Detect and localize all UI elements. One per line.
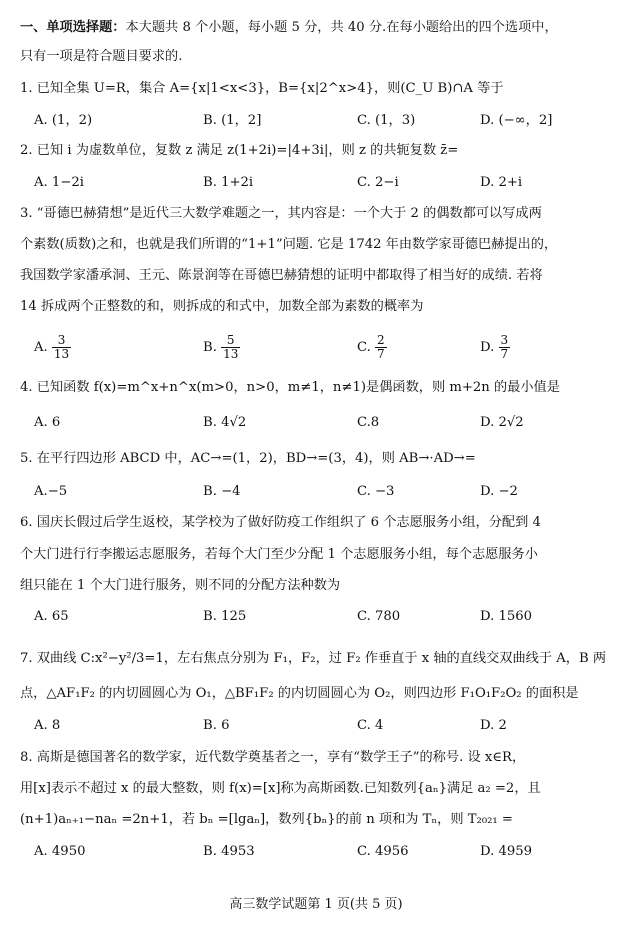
section-intro-line-2: 只有一项是符合题目要求的. xyxy=(20,49,183,64)
q3-option-c-label: C. xyxy=(357,340,371,355)
fraction-numerator: 3 xyxy=(500,333,509,347)
q4-option-c[interactable]: C.8 xyxy=(357,415,380,430)
q5-option-b[interactable]: B. −4 xyxy=(203,484,241,499)
q3-option-b[interactable] xyxy=(203,334,240,361)
q6-option-b[interactable]: B. 125 xyxy=(203,609,247,624)
fraction-numerator: 5 xyxy=(221,334,240,348)
question-6-line-1: 6. 国庆长假过后学生返校，某学校为了做好防疫工作组织了 6 个志愿服务小组，分配到 4 xyxy=(20,515,541,530)
q8-option-b[interactable]: B. 4953 xyxy=(203,844,255,859)
q2-option-b[interactable]: B. 1+2i xyxy=(203,175,254,190)
q5-option-d[interactable]: D. −2 xyxy=(480,484,518,499)
q1-option-c[interactable]: C. (1，3) xyxy=(357,113,416,128)
q3-option-d-fraction xyxy=(499,334,511,361)
section-heading: 一、单项选择题： xyxy=(20,20,126,35)
question-7-line-1: 7. 双曲线 C:x²−y²/3=1，左右焦点分别为 F₁，F₂，过 F₂ 作垂直于 x 轴的直线交双曲线于 A，B 两 xyxy=(20,651,607,666)
section-intro-line-1 xyxy=(20,19,622,37)
q3-option-d[interactable] xyxy=(480,334,510,361)
q3-option-c[interactable] xyxy=(357,334,387,361)
q8-option-c[interactable]: C. 4956 xyxy=(357,844,409,859)
q7-option-b[interactable]: B. 6 xyxy=(203,718,230,733)
question-3-line-3: 我国数学家潘承洞、王元、陈景润等在哥德巴赫猜想的证明中都取得了相当好的成绩. 若将 xyxy=(20,268,543,283)
fraction-denominator: 7 xyxy=(500,347,509,361)
q3-option-c-fraction xyxy=(375,334,387,361)
q2-option-a[interactable]: A. 1−2i xyxy=(34,175,84,190)
q4-option-d[interactable]: D. 2√2 xyxy=(480,415,524,430)
q1-option-a[interactable]: A. (1，2) xyxy=(34,113,93,128)
question-1-text: 1. 已知全集 U=R，集合 A={x|1<x<3}，B={x|2^x>4}，则(C_U B)∩A 等于 xyxy=(20,81,504,96)
question-3-line-4: 14 拆成两个正整数的和，则拆成的和式中，加数全部为素数的概率为 xyxy=(20,299,424,314)
fraction-numerator: 3 xyxy=(52,334,71,348)
q3-option-b-fraction xyxy=(221,334,240,361)
question-8-line-1: 8. 高斯是德国著名的数学家，近代数学奠基者之一，享有“数学王子”的称号. 设 x∈R， xyxy=(20,750,526,765)
question-4-text: 4. 已知函数 f(x)=m^x+n^x(m>0，n>0，m≠1，n≠1)是偶函数，则 m+2n 的最小值是 xyxy=(20,380,560,395)
q7-option-a[interactable]: A. 8 xyxy=(34,718,61,733)
page-footer: 高三数学试题第 1 页(共 5 页) xyxy=(229,897,403,912)
q5-option-c[interactable]: C. −3 xyxy=(357,484,395,499)
q2-option-d[interactable]: D. 2+i xyxy=(480,175,523,190)
question-8-line-3: (n+1)aₙ₊₁−naₙ =2n+1，若 bₙ =[lgaₙ]，数列{bₙ}的前 n 项和为 Tₙ，则 T₂₀₂₁ = xyxy=(20,812,513,827)
section-intro-1: 本大题共 8 个小题，每小题 5 分，共 40 分.在每小题给出的四个选项中， xyxy=(125,20,558,35)
q7-option-c[interactable]: C. 4 xyxy=(357,718,384,733)
question-2-text: 2. 已知 i 为虚数单位，复数 z 满足 z(1+2i)=|4+3i|，则 z 的共轭复数 z̄= xyxy=(20,143,459,158)
question-6-line-2: 个大门进行行李搬运志愿服务，若每个大门至少分配 1 个志愿服务小组，每个志愿服务小 xyxy=(20,547,538,562)
question-7-line-2: 点，△AF₁F₂ 的内切圆圆心为 O₁，△BF₁F₂ 的内切圆圆心为 O₂，则四边形 F₁O₁F₂O₂ 的面积是 xyxy=(20,686,579,701)
q6-option-d[interactable]: D. 1560 xyxy=(480,609,533,624)
q3-option-d-label: D. xyxy=(480,340,495,355)
q8-option-d[interactable]: D. 4959 xyxy=(480,844,533,859)
q3-option-b-label: B. xyxy=(203,340,217,355)
q3-option-a-fraction xyxy=(52,334,71,361)
question-5-text: 5. 在平行四边形 ABCD 中，AC→=(1，2)，BD→=(3，4)，则 AB→·AD→= xyxy=(20,451,476,466)
q7-option-d[interactable]: D. 2 xyxy=(480,718,507,733)
question-3-line-2: 个素数(质数)之和，也就是我们所谓的“1+1”问题. 它是 1742 年由数学家哥德巴赫提出的， xyxy=(20,237,558,252)
q3-option-a-label: A. xyxy=(34,340,48,355)
fraction-denominator: 13 xyxy=(223,347,239,361)
q2-option-c[interactable]: C. 2−i xyxy=(357,175,399,190)
fraction-denominator: 7 xyxy=(377,347,385,361)
fraction-numerator: 2 xyxy=(377,333,385,347)
question-8-line-2: 用[x]表示不超过 x 的最大整数，则 f(x)=[x]称为高斯函数.已知数列{aₙ}满足 a₂ =2，且 xyxy=(20,781,541,796)
q4-option-b[interactable]: B. 4√2 xyxy=(203,415,247,430)
q6-option-a[interactable]: A. 65 xyxy=(34,609,69,624)
question-6-line-3: 组只能在 1 个大门进行服务，则不同的分配方法种数为 xyxy=(20,578,341,593)
q4-option-a[interactable]: A. 6 xyxy=(34,415,61,430)
q6-option-c[interactable]: C. 780 xyxy=(357,609,401,624)
q3-option-a[interactable] xyxy=(34,334,71,361)
q8-option-a[interactable]: A. 4950 xyxy=(34,844,86,859)
q5-option-a[interactable]: A.−5 xyxy=(34,484,68,499)
q1-option-b[interactable]: B. (1，2] xyxy=(203,113,262,128)
fraction-denominator: 13 xyxy=(53,347,70,361)
q1-option-d[interactable]: D. (−∞，2] xyxy=(480,113,553,128)
question-3-line-1: 3. “哥德巴赫猜想”是近代三大数学难题之一，其内容是：一个大于 2 的偶数都可以写成两 xyxy=(20,206,542,221)
